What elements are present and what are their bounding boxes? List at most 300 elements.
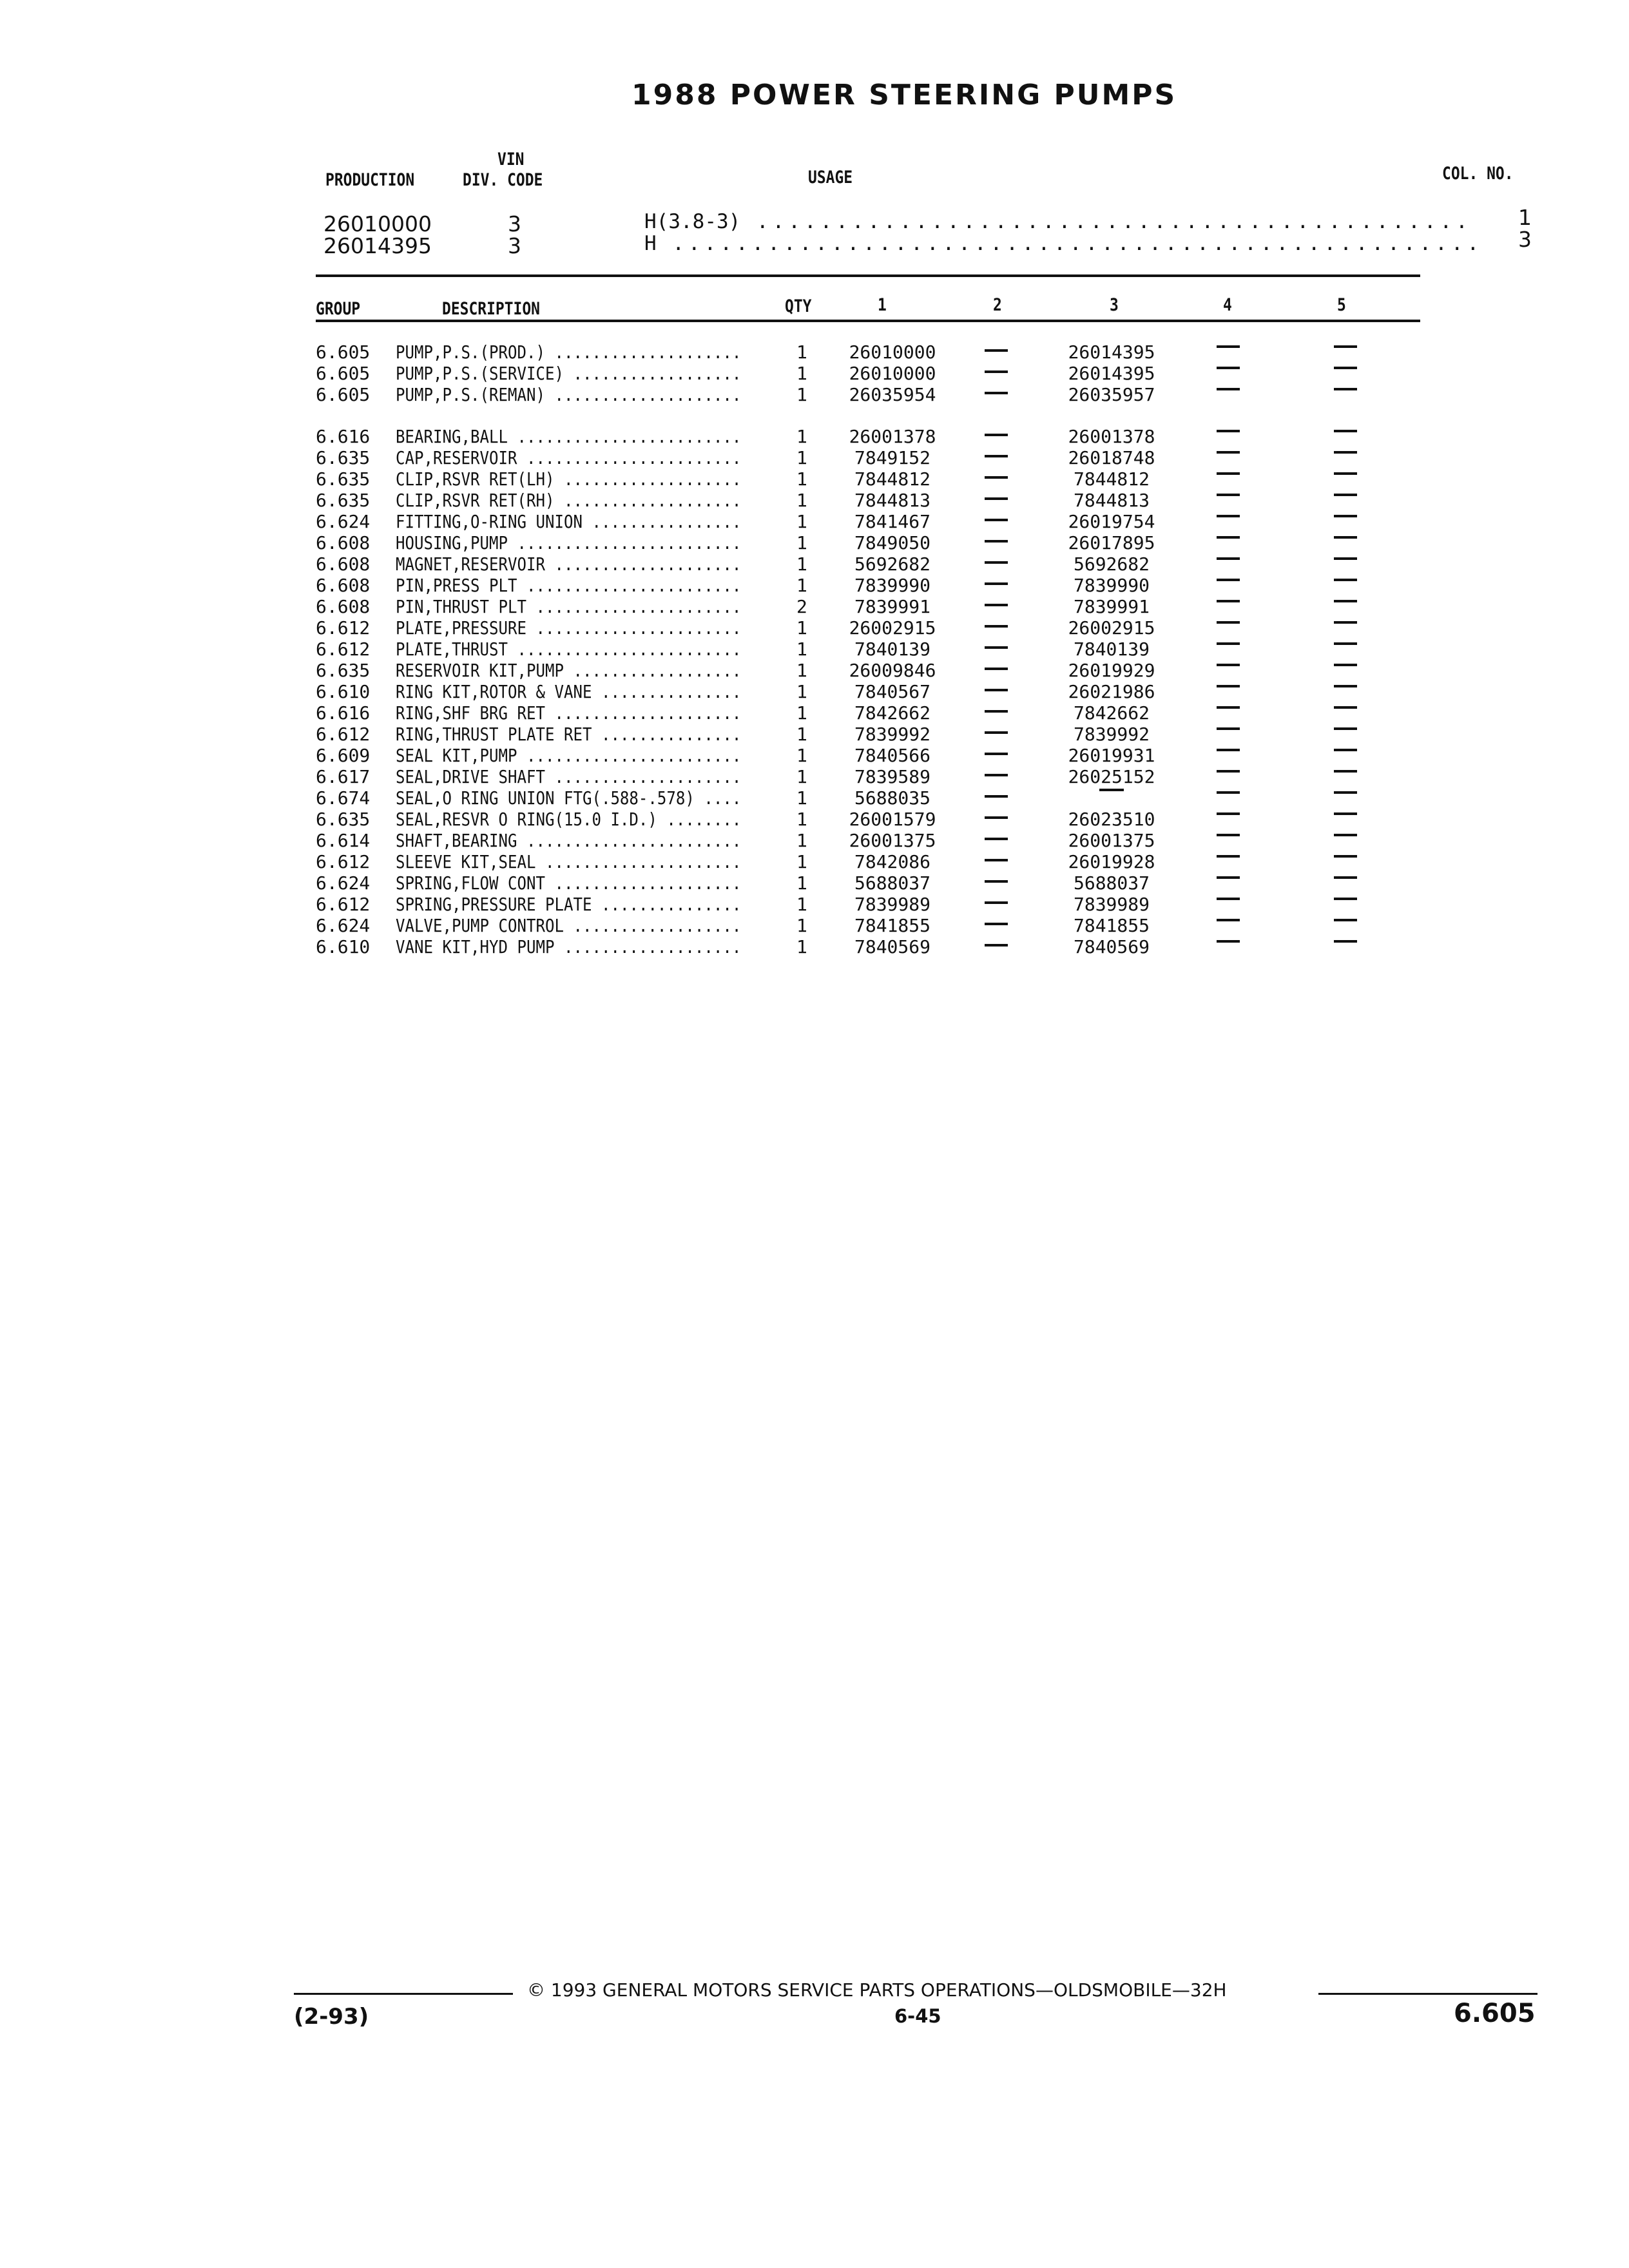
- column-1-cell: 7842662: [854, 702, 930, 724]
- description-cell: [396, 766, 741, 787]
- description-cell: [396, 724, 741, 745]
- description-cell: [396, 532, 741, 553]
- table-row: [0, 575, 1629, 596]
- leader-dots: ....................: [545, 553, 742, 575]
- description-text: PIN,THRUST PLT: [396, 596, 526, 617]
- qty-cell: 1: [796, 384, 807, 405]
- table-row: [0, 639, 1629, 660]
- column-2-dash: [985, 582, 1008, 585]
- production-number: 26010000: [323, 211, 432, 236]
- column-2-dash: [985, 604, 1008, 606]
- description-text: PUMP,P.S.(REMAN): [396, 384, 545, 405]
- column-1-cell: 26010000: [849, 341, 936, 363]
- production-usage: [644, 232, 1483, 255]
- usage-text: H(3.8-3): [644, 210, 741, 233]
- column-1-cell: 26001378: [849, 426, 936, 447]
- qty-cell: 1: [796, 872, 807, 894]
- column-2-dash: [985, 774, 1008, 776]
- column-2-dash: [985, 710, 1008, 713]
- column-4-dash: [1217, 430, 1240, 432]
- description-cell: [396, 936, 741, 957]
- qty-cell: 1: [796, 511, 807, 532]
- description-cell: [396, 851, 741, 872]
- description-header: DESCRIPTION: [442, 299, 540, 319]
- description-cell: [396, 745, 741, 766]
- description-text: PIN,PRESS PLT: [396, 575, 517, 596]
- column-4-dash: [1217, 770, 1240, 773]
- qty-cell: 1: [796, 830, 807, 851]
- column-2-dash: [985, 646, 1008, 649]
- usage-text: H: [644, 232, 657, 255]
- production-header: PRODUCTION: [325, 170, 415, 190]
- column-3-cell: 26001378: [1068, 426, 1155, 447]
- qty-cell: 1: [796, 745, 807, 766]
- column-1-cell: 7839589: [854, 766, 930, 787]
- column-3-cell: 5688037: [1073, 872, 1150, 894]
- table-row: [0, 809, 1629, 830]
- table-row: [0, 787, 1629, 809]
- qty-cell: 1: [796, 617, 807, 639]
- leader-dots: ...............: [592, 681, 742, 702]
- table-row: [0, 341, 1629, 363]
- column-3-cell: 7839992: [1073, 724, 1150, 745]
- leader-dots: .......................: [517, 745, 742, 766]
- column-2-header: 2: [993, 295, 1002, 315]
- description-cell: [396, 809, 741, 830]
- leader-dots: ..................: [563, 363, 742, 384]
- column-5-dash: [1334, 494, 1357, 496]
- group-cell: 6.614: [316, 830, 371, 851]
- column-1-cell: 26010000: [849, 363, 936, 384]
- column-3-cell: 7839990: [1073, 575, 1150, 596]
- column-5-dash: [1334, 367, 1357, 369]
- column-1-cell: 7839991: [854, 596, 930, 617]
- qty-cell: 1: [796, 809, 807, 830]
- column-2-dash: [985, 434, 1008, 436]
- column-4-dash: [1217, 536, 1240, 539]
- column-3-cell: 26019929: [1068, 660, 1155, 681]
- column-1-cell: 7839989: [854, 894, 930, 915]
- description-text: BEARING,BALL: [396, 426, 508, 447]
- table-row: [0, 915, 1629, 936]
- column-4-dash: [1217, 345, 1240, 348]
- group-cell: 6.635: [316, 468, 371, 490]
- footer-rule-left: [294, 1993, 513, 1995]
- description-cell: [396, 447, 741, 468]
- description-text: RING,THRUST PLATE RET: [396, 724, 592, 745]
- production-usage: [644, 210, 1472, 233]
- leader-dots: .....................: [535, 851, 742, 872]
- column-5-dash: [1334, 345, 1357, 348]
- description-text: SPRING,PRESSURE PLATE: [396, 894, 592, 915]
- group-cell: 6.617: [316, 766, 371, 787]
- column-2-dash: [985, 392, 1008, 394]
- column-3-cell: 26001375: [1068, 830, 1155, 851]
- column-4-dash: [1217, 621, 1240, 624]
- group-cell: 6.612: [316, 639, 371, 660]
- column-3-cell: 7840139: [1073, 639, 1150, 660]
- qty-cell: 1: [796, 363, 807, 384]
- column-3-cell: 26019754: [1068, 511, 1155, 532]
- column-3-cell: 7842662: [1073, 702, 1150, 724]
- description-cell: [396, 511, 741, 532]
- description-text: VANE KIT,HYD PUMP: [396, 936, 555, 957]
- description-text: PUMP,P.S.(SERVICE): [396, 363, 564, 384]
- description-cell: [396, 830, 741, 851]
- leader-dots: ...................................................: [656, 232, 1483, 255]
- qty-cell: 1: [796, 894, 807, 915]
- column-2-dash: [985, 561, 1008, 564]
- column-2-dash: [985, 753, 1008, 755]
- leader-dots: ......................: [526, 596, 742, 617]
- div-code-header: DIV. CODE: [463, 170, 543, 190]
- table-row: [0, 617, 1629, 639]
- table-header-rule: [316, 320, 1420, 322]
- column-1-cell: 7841467: [854, 511, 930, 532]
- footer-rule-right: [1318, 1993, 1537, 1995]
- column-3-cell: 26021986: [1068, 681, 1155, 702]
- description-cell: [396, 617, 741, 639]
- column-2-dash: [985, 923, 1008, 925]
- group-cell: 6.624: [316, 915, 371, 936]
- column-5-dash: [1334, 706, 1357, 709]
- column-2-dash: [985, 859, 1008, 861]
- description-text: VALVE,PUMP CONTROL: [396, 915, 564, 936]
- description-text: RESERVOIR KIT,PUMP: [396, 660, 564, 681]
- description-cell: [396, 787, 741, 809]
- group-cell: 6.635: [316, 660, 371, 681]
- column-5-dash: [1334, 472, 1357, 475]
- column-2-dash: [985, 880, 1008, 883]
- leader-dots: ...............: [592, 894, 742, 915]
- description-text: SHAFT,BEARING: [396, 830, 517, 851]
- leader-dots: ....................: [545, 766, 742, 787]
- description-text: PUMP,P.S.(PROD.): [396, 341, 545, 363]
- column-1-cell: 7841855: [854, 915, 930, 936]
- production-col: 1: [1518, 205, 1532, 230]
- table-row: [0, 894, 1629, 915]
- qty-cell: 1: [796, 787, 807, 809]
- group-cell: 6.608: [316, 596, 371, 617]
- group-cell: 6.612: [316, 851, 371, 872]
- table-row: [0, 384, 1629, 405]
- group-cell: 6.635: [316, 447, 371, 468]
- table-row: [0, 872, 1629, 894]
- column-3-cell: 7844812: [1073, 468, 1150, 490]
- column-5-dash: [1334, 579, 1357, 581]
- leader-dots: ....................: [545, 384, 742, 405]
- qty-cell: 1: [796, 447, 807, 468]
- table-row: [0, 447, 1629, 468]
- description-text: PLATE,THRUST: [396, 639, 508, 660]
- group-cell: 6.674: [316, 787, 371, 809]
- column-1-cell: 7849152: [854, 447, 930, 468]
- leader-dots: .............................................: [740, 210, 1472, 233]
- column-5-dash: [1334, 855, 1357, 858]
- column-5-dash: [1334, 685, 1357, 687]
- page-number: 6-45: [894, 2005, 941, 2027]
- description-text: SPRING,FLOW CONT: [396, 872, 545, 894]
- group-cell: 6.635: [316, 809, 371, 830]
- description-cell: [396, 553, 741, 575]
- table-row: [0, 511, 1629, 532]
- column-5-dash: [1334, 515, 1357, 517]
- column-2-dash: [985, 944, 1008, 947]
- column-5-dash: [1334, 600, 1357, 602]
- qty-cell: 1: [796, 426, 807, 447]
- column-1-cell: 7840566: [854, 745, 930, 766]
- column-3-dash: [1099, 789, 1124, 791]
- leader-dots: ................: [582, 511, 742, 532]
- leader-dots: ........................: [507, 639, 742, 660]
- column-5-dash: [1334, 388, 1357, 390]
- column-5-dash: [1334, 749, 1357, 751]
- leader-dots: ..................: [563, 915, 742, 936]
- table-row: [0, 851, 1629, 872]
- group-cell: 6.612: [316, 894, 371, 915]
- leader-dots: ......................: [526, 617, 742, 639]
- column-3-cell: 26014395: [1068, 363, 1155, 384]
- column-1-cell: 26002915: [849, 617, 936, 639]
- column-3-cell: 26014395: [1068, 341, 1155, 363]
- column-5-header: 5: [1337, 295, 1346, 315]
- description-text: HOUSING,PUMP: [396, 532, 508, 553]
- group-cell: 6.616: [316, 702, 371, 724]
- group-cell: 6.635: [316, 490, 371, 511]
- column-1-header: 1: [878, 295, 887, 315]
- qty-cell: 1: [796, 724, 807, 745]
- qty-cell: 2: [796, 596, 807, 617]
- column-5-dash: [1334, 791, 1357, 794]
- group-header: GROUP: [316, 299, 361, 319]
- description-cell: [396, 639, 741, 660]
- qty-cell: 1: [796, 660, 807, 681]
- leader-dots: ........: [657, 809, 742, 830]
- column-3-cell: 26002915: [1068, 617, 1155, 639]
- column-1-cell: 7844813: [854, 490, 930, 511]
- qty-cell: 1: [796, 532, 807, 553]
- col-no-header: COL. NO.: [1442, 164, 1514, 184]
- section-number: 6.605: [1454, 1999, 1536, 2028]
- column-2-dash: [985, 455, 1008, 457]
- qty-cell: 1: [796, 936, 807, 957]
- table-row: [0, 681, 1629, 702]
- column-3-cell: 7840569: [1073, 936, 1150, 957]
- column-4-dash: [1217, 685, 1240, 687]
- description-cell: [396, 681, 741, 702]
- leader-dots: ....................: [545, 341, 742, 363]
- description-cell: [396, 702, 741, 724]
- qty-cell: 1: [796, 915, 807, 936]
- leader-dots: ........................: [507, 426, 742, 447]
- leader-dots: ....................: [545, 872, 742, 894]
- description-text: SEAL,O RING UNION FTG(.588-.578): [396, 787, 695, 809]
- qty-cell: 1: [796, 341, 807, 363]
- column-1-cell: 26001375: [849, 830, 936, 851]
- table-row: [0, 702, 1629, 724]
- description-cell: [396, 596, 741, 617]
- leader-dots: ........................: [507, 532, 742, 553]
- description-cell: [396, 426, 741, 447]
- column-4-dash: [1217, 749, 1240, 751]
- column-4-dash: [1217, 898, 1240, 900]
- column-5-dash: [1334, 876, 1357, 879]
- table-row: [0, 936, 1629, 957]
- table-row: [0, 553, 1629, 575]
- description-cell: [396, 363, 741, 384]
- column-4-dash: [1217, 855, 1240, 858]
- column-3-cell: 26019928: [1068, 851, 1155, 872]
- column-1-cell: 7839992: [854, 724, 930, 745]
- leader-dots: .......................: [517, 575, 742, 596]
- column-4-dash: [1217, 664, 1240, 666]
- column-3-cell: 5692682: [1073, 553, 1150, 575]
- description-text: CLIP,RSVR RET(LH): [396, 468, 555, 490]
- usage-header: USAGE: [808, 168, 853, 187]
- column-4-dash: [1217, 579, 1240, 581]
- table-top-rule: [316, 274, 1420, 277]
- description-cell: [396, 894, 741, 915]
- column-2-dash: [985, 795, 1008, 798]
- leader-dots: ...................: [554, 490, 742, 511]
- table-row: [0, 426, 1629, 447]
- column-2-dash: [985, 689, 1008, 691]
- production-div: 3: [508, 211, 521, 236]
- description-text: SEAL,RESVR O RING(15.0 I.D.): [396, 809, 657, 830]
- column-2-dash: [985, 731, 1008, 734]
- table-row: [0, 766, 1629, 787]
- qty-cell: 1: [796, 766, 807, 787]
- column-5-dash: [1334, 770, 1357, 773]
- column-2-dash: [985, 370, 1008, 373]
- qty-cell: 1: [796, 575, 807, 596]
- column-1-cell: 26009846: [849, 660, 936, 681]
- column-5-dash: [1334, 536, 1357, 539]
- description-cell: [396, 490, 741, 511]
- description-text: SEAL,DRIVE SHAFT: [396, 766, 545, 787]
- description-text: RING KIT,ROTOR & VANE: [396, 681, 592, 702]
- column-4-dash: [1217, 451, 1240, 454]
- qty-cell: 1: [796, 490, 807, 511]
- column-3-header: 3: [1110, 295, 1119, 315]
- column-1-cell: 5692682: [854, 553, 930, 575]
- table-row: [0, 596, 1629, 617]
- description-text: FITTING,O-RING UNION: [396, 511, 583, 532]
- group-cell: 6.624: [316, 872, 371, 894]
- column-5-dash: [1334, 898, 1357, 900]
- qty-cell: 1: [796, 681, 807, 702]
- description-cell: [396, 915, 741, 936]
- column-4-dash: [1217, 494, 1240, 496]
- column-4-dash: [1217, 515, 1240, 517]
- column-4-dash: [1217, 642, 1240, 645]
- description-text: SLEEVE KIT,SEAL: [396, 851, 536, 872]
- group-cell: 6.612: [316, 617, 371, 639]
- leader-dots: ....: [694, 787, 742, 809]
- leader-dots: ...................: [554, 936, 742, 957]
- qty-cell: 1: [796, 553, 807, 575]
- description-cell: [396, 575, 741, 596]
- group-cell: 6.616: [316, 426, 371, 447]
- qty-header: QTY: [785, 296, 812, 316]
- column-3-cell: 26017895: [1068, 532, 1155, 553]
- group-cell: 6.605: [316, 363, 371, 384]
- column-4-dash: [1217, 940, 1240, 943]
- column-1-cell: 7844812: [854, 468, 930, 490]
- table-row: [0, 830, 1629, 851]
- column-3-cell: 7839989: [1073, 894, 1150, 915]
- column-4-dash: [1217, 706, 1240, 709]
- column-5-dash: [1334, 621, 1357, 624]
- table-row: [0, 724, 1629, 745]
- column-3-cell: 26018748: [1068, 447, 1155, 468]
- column-1-cell: 5688037: [854, 872, 930, 894]
- description-text: RING,SHF BRG RET: [396, 702, 545, 724]
- column-1-cell: 7840569: [854, 936, 930, 957]
- column-4-dash: [1217, 388, 1240, 390]
- column-2-dash: [985, 668, 1008, 670]
- group-cell: 6.610: [316, 936, 371, 957]
- production-div: 3: [508, 233, 521, 258]
- qty-cell: 1: [796, 468, 807, 490]
- column-2-dash: [985, 497, 1008, 500]
- column-4-dash: [1217, 472, 1240, 475]
- column-4-dash: [1217, 791, 1240, 794]
- column-5-dash: [1334, 727, 1357, 730]
- date-code: (2-93): [294, 2004, 369, 2030]
- column-5-dash: [1334, 812, 1357, 815]
- column-1-cell: 7840567: [854, 681, 930, 702]
- group-cell: 6.612: [316, 724, 371, 745]
- page-title: 1988 POWER STEERING PUMPS: [631, 79, 1177, 111]
- table-row: [0, 490, 1629, 511]
- qty-cell: 1: [796, 851, 807, 872]
- column-3-cell: 26035957: [1068, 384, 1155, 405]
- column-1-cell: 26001579: [849, 809, 936, 830]
- column-2-dash: [985, 901, 1008, 904]
- leader-dots: .......................: [517, 447, 742, 468]
- column-1-cell: 5688035: [854, 787, 930, 809]
- column-4-dash: [1217, 367, 1240, 369]
- column-2-dash: [985, 519, 1008, 521]
- column-2-dash: [985, 540, 1008, 543]
- column-3-cell: 26023510: [1068, 809, 1155, 830]
- column-2-dash: [985, 838, 1008, 840]
- table-row: [0, 745, 1629, 766]
- description-cell: [396, 872, 741, 894]
- description-text: CAP,RESERVOIR: [396, 447, 517, 468]
- description-cell: [396, 468, 741, 490]
- column-5-dash: [1334, 919, 1357, 921]
- column-5-dash: [1334, 451, 1357, 454]
- qty-cell: 1: [796, 702, 807, 724]
- group-cell: 6.608: [316, 575, 371, 596]
- column-2-dash: [985, 349, 1008, 352]
- description-text: SEAL KIT,PUMP: [396, 745, 517, 766]
- column-3-cell: 7844813: [1073, 490, 1150, 511]
- column-2-dash: [985, 476, 1008, 479]
- group-cell: 6.605: [316, 384, 371, 405]
- column-1-cell: 7842086: [854, 851, 930, 872]
- qty-cell: 1: [796, 639, 807, 660]
- column-4-header: 4: [1223, 295, 1232, 315]
- column-4-dash: [1217, 727, 1240, 730]
- leader-dots: .......................: [517, 830, 742, 851]
- description-cell: [396, 341, 741, 363]
- production-col: 3: [1518, 227, 1532, 252]
- column-4-dash: [1217, 834, 1240, 836]
- column-3-cell: 7839991: [1073, 596, 1150, 617]
